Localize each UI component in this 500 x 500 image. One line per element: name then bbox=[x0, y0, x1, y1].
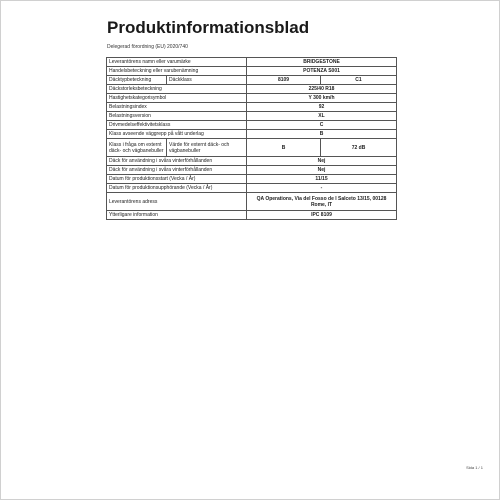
noise-class-label: Klass i fråga om externt däck- och vägbanebuller bbox=[107, 139, 167, 157]
table-row bbox=[107, 103, 397, 112]
table-row bbox=[107, 94, 397, 103]
noise-class-value: B bbox=[247, 139, 321, 157]
table-row bbox=[107, 211, 397, 220]
table-row bbox=[107, 76, 397, 85]
noise-value-label: Värde för externt däck- och vägbanebuller bbox=[167, 139, 247, 157]
ice-value: Nej bbox=[247, 166, 397, 175]
noise-db-value: 72 dB bbox=[321, 139, 397, 157]
table-row bbox=[107, 121, 397, 130]
extra-info-label: Ytterligare information bbox=[107, 211, 247, 220]
tyre-class-label: Däckklass bbox=[167, 76, 247, 85]
production-start-label: Datum för produktionsstart (Vecka / År) bbox=[107, 175, 247, 184]
table-row bbox=[107, 112, 397, 121]
regulation-reference: Delegerad förordning (EU) 2020/740 bbox=[107, 44, 188, 50]
supplier-label: Leverantörens namn eller varumärke bbox=[107, 58, 247, 67]
table-row bbox=[107, 175, 397, 184]
page-title: Produktinformationsblad bbox=[107, 18, 310, 37]
tyre-class-value: C1 bbox=[321, 76, 397, 85]
table-row bbox=[107, 184, 397, 193]
table-row bbox=[107, 157, 397, 166]
trade-name-value: POTENZA S001 bbox=[247, 67, 397, 76]
speed-label: Hastighetskategorisymbol bbox=[107, 94, 247, 103]
supplier-address-label: Leverantörens adress bbox=[107, 193, 247, 211]
supplier-value: BRIDGESTONE bbox=[247, 58, 397, 67]
table-row bbox=[107, 85, 397, 94]
fuel-class-value: C bbox=[247, 121, 397, 130]
wet-grip-value: B bbox=[247, 130, 397, 139]
size-value: 225/40 R18 bbox=[247, 85, 397, 94]
load-version-label: Belastningsversion bbox=[107, 112, 247, 121]
production-end-value: - bbox=[247, 184, 397, 193]
load-index-label: Belastningsindex bbox=[107, 103, 247, 112]
supplier-address-value: QA Operations, Via del Fosso de l Salceto 13/15, 00128 Rome, IT bbox=[247, 193, 397, 211]
table-row bbox=[107, 193, 397, 211]
table-row bbox=[107, 67, 397, 76]
table-row bbox=[107, 139, 397, 157]
type-id-value: 8109 bbox=[247, 76, 321, 85]
production-start-value: 11/15 bbox=[247, 175, 397, 184]
trade-name-label: Handelsbeteckning eller varubenämning bbox=[107, 67, 247, 76]
table-row bbox=[107, 166, 397, 175]
production-end-label: Datum för produktionsupphörande (Vecka / År) bbox=[107, 184, 247, 193]
snow-label: Däck för användning i svåra vinterförhållanden bbox=[107, 157, 247, 166]
ice-label: Däck för användning i svåra vinterförhållanden bbox=[107, 166, 247, 175]
fuel-class-label: Drivmedelseffektivitetsklass bbox=[107, 121, 247, 130]
speed-value: Y 300 km/h bbox=[247, 94, 397, 103]
wet-grip-label: Klass avseende väggrepp på vått underlag bbox=[107, 130, 247, 139]
product-info-table bbox=[106, 57, 397, 220]
snow-value: Nej bbox=[247, 157, 397, 166]
extra-info-value: IPC 8109 bbox=[247, 211, 397, 220]
table-row bbox=[107, 58, 397, 67]
load-version-value: XL bbox=[247, 112, 397, 121]
table-row bbox=[107, 130, 397, 139]
size-label: Däckstorleksbeteckning bbox=[107, 85, 247, 94]
load-index-value: 92 bbox=[247, 103, 397, 112]
page-number: Sida 1 / 1 bbox=[466, 465, 483, 470]
type-id-label: Däcktypbeteckning bbox=[107, 76, 167, 85]
